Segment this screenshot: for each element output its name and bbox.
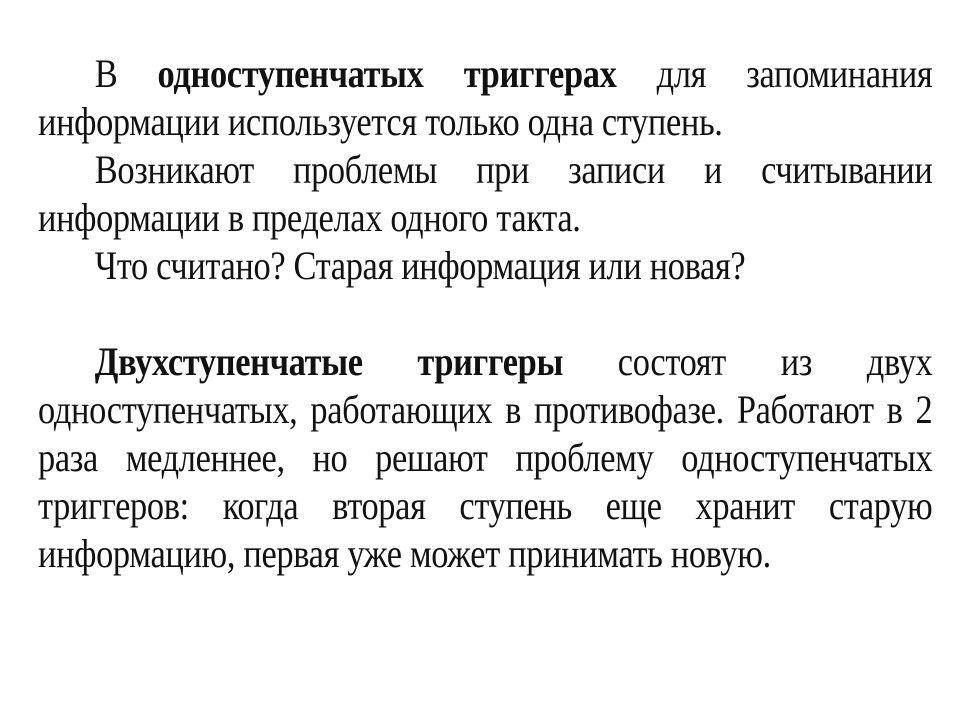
paragraph-prefix: В [94,51,118,96]
paragraph-rest: состоят из двух одноступенчатых, работающих в противофазе. Работают в 2 раза медленнее, но решают проблему одноступенчатых триггеров: когда вторая ступень еще хранит старую информацию, первая уже может принимать новую. [38,339,933,576]
bold-term-two-stage: Двухступенчатые триггеры [94,339,563,384]
section-two-stage [38,338,932,578]
paragraph-single-stage-definition [38,50,932,146]
section-single-stage [38,50,932,290]
paragraph-problem: Возникают проблемы при записи и считывании информации в пределах одного такта. [38,147,933,240]
paragraph-two-stage-definition [38,338,932,578]
paragraph-question: Что считано? Старая информация или новая? [94,243,746,288]
bold-term-single-stage: одноступенчатых триггерах [157,51,617,96]
paragraph-rest: для запоминания информации используется только одна ступень. [38,51,933,144]
